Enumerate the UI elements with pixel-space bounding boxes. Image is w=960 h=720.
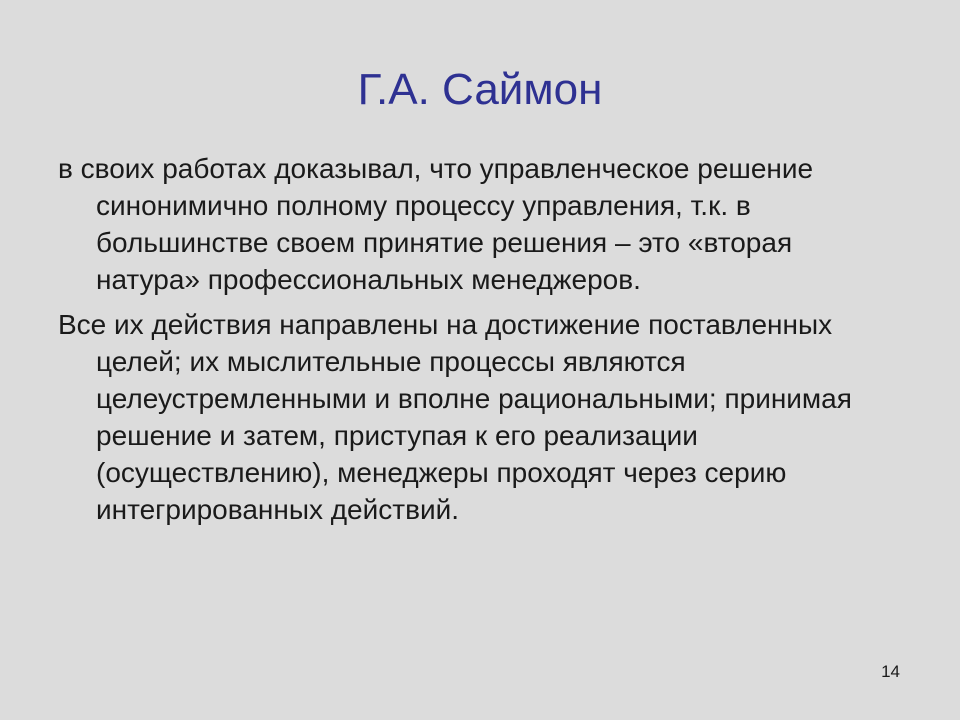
- paragraph-1: в своих работах доказывал, что управленческое решение синонимично полному процессу управления, т.к. в большинстве своем принятие решения – это «вторая натура» профессиональных менеджеров.: [58, 153, 814, 295]
- slide-body: [58, 150, 898, 536]
- slide-title: Г.А. Саймон: [357, 65, 603, 114]
- page-number: 14: [881, 662, 900, 681]
- paragraph-2: Все их действия направлены на достижение поставленных целей; их мыслительные процессы являются целеустремленными и вполне рациональными; принимая решение и затем, приступая к его реализации (осуществлению), менеджеры проходят через серию интегрированных действий.: [58, 309, 852, 525]
